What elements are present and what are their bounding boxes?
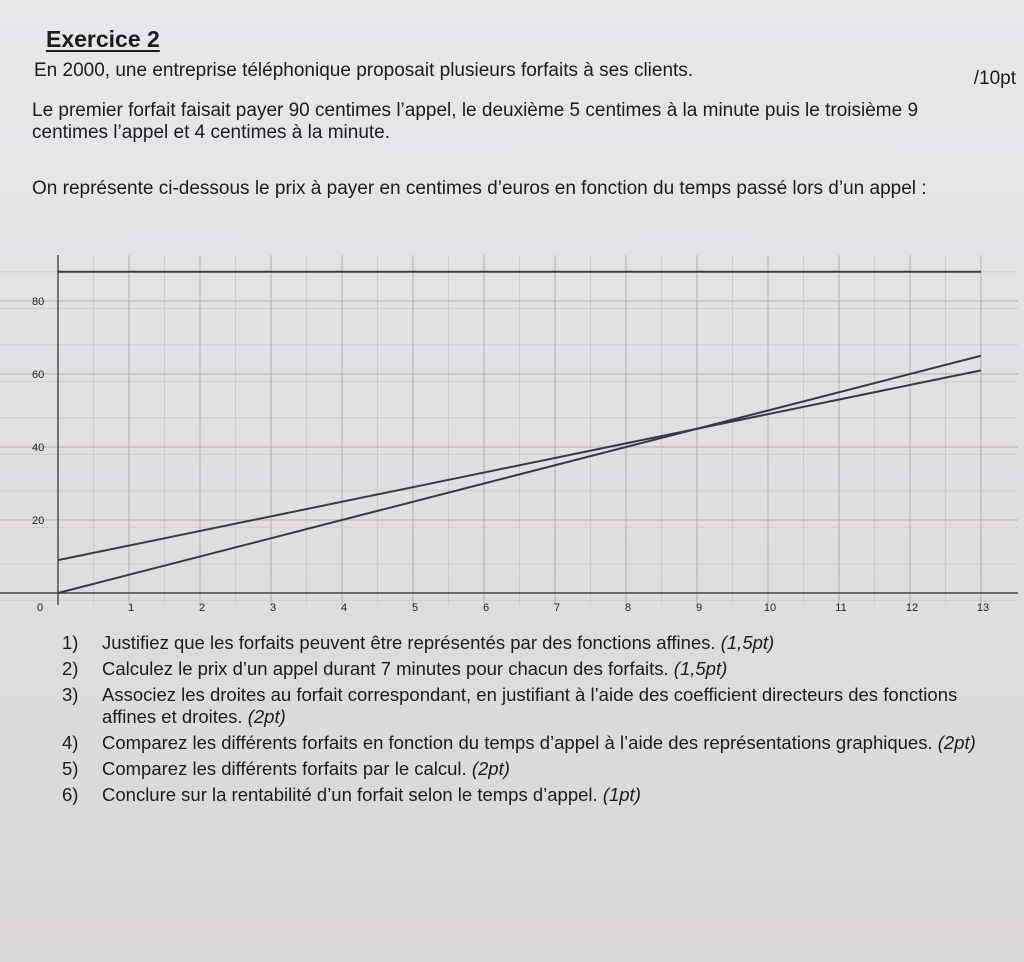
question-item: [62, 784, 1012, 806]
price-chart: [0, 255, 1024, 640]
question-points: (2pt): [937, 732, 976, 753]
question-number: 5): [62, 758, 79, 779]
question-number: 6): [62, 784, 79, 805]
x-tick-label: 1: [127, 602, 135, 614]
graph-intro-paragraph: On représente ci-dessous le prix à payer en centimes d’euros en fonction du temps passé lors d’un appel :: [32, 178, 927, 199]
x-tick-label: 0: [36, 602, 44, 614]
x-tick-label: 6: [482, 602, 490, 614]
question-text: Conclure sur la rentabilité d’un forfait selon le temps d’appel.: [102, 784, 598, 805]
x-tick-label: 10: [763, 602, 777, 614]
question-text: Associez les droites au forfait correspondant, en justifiant à l’aide des coefficient directeurs des fonctions affines et droites.: [102, 684, 958, 727]
intro-paragraph: En 2000, une entreprise téléphonique proposait plusieurs forfaits à ses clients.: [34, 60, 694, 81]
price-chart-svg: [0, 255, 1024, 640]
question-text: Comparez les différents forfaits par le calcul.: [102, 758, 467, 779]
x-tick-label: 4: [340, 602, 348, 614]
question-points: (2pt): [247, 706, 286, 727]
question-points: (1,5pt): [673, 658, 728, 679]
question-item: [62, 684, 1012, 728]
x-tick-label: 12: [905, 602, 919, 614]
x-tick-label: 11: [835, 602, 847, 614]
x-tick-label: 3: [269, 602, 277, 614]
question-points: (2pt): [471, 758, 510, 779]
question-text: Justifiez que les forfaits peuvent être représentés par des fonctions affines.: [102, 632, 716, 653]
y-tick-label: 80: [32, 296, 45, 308]
description-paragraph: Le premier forfait faisait payer 90 centimes l’appel, le deuxième 5 centimes à la minute puis le troisième 9 centimes l’appel et 4 centimes à la minute.: [32, 100, 919, 143]
x-tick-label: 9: [695, 602, 703, 614]
question-item: [62, 658, 1012, 680]
question-text: Comparez les différents forfaits en fonction du temps d’appel à l’aide des représentations graphiques.: [102, 732, 933, 753]
x-tick-label: 2: [198, 602, 206, 614]
x-tick-label: 7: [553, 602, 561, 614]
question-number: 1): [62, 632, 79, 653]
question-item: [62, 732, 1012, 754]
question-item: [62, 758, 1012, 780]
y-tick-label: 20: [32, 515, 45, 527]
x-tick-label: 5: [411, 602, 419, 614]
question-text: Calculez le prix d’un appel durant 7 minutes pour chacun des forfaits.: [102, 658, 669, 679]
question-list: [62, 632, 1012, 810]
y-tick-label: 40: [32, 442, 45, 454]
question-points: (1,5pt): [720, 632, 775, 653]
y-tick-label: 60: [32, 369, 45, 381]
x-tick-label: 8: [624, 602, 632, 614]
question-number: 4): [62, 732, 79, 753]
question-number: 3): [62, 684, 79, 705]
x-tick-label: 13: [976, 602, 990, 614]
question-points: (1pt): [602, 784, 641, 805]
exercise-title: Exercice 2: [46, 26, 160, 52]
question-item: [62, 632, 1012, 654]
question-number: 2): [62, 658, 79, 679]
points-total: /10pt: [973, 68, 1016, 89]
